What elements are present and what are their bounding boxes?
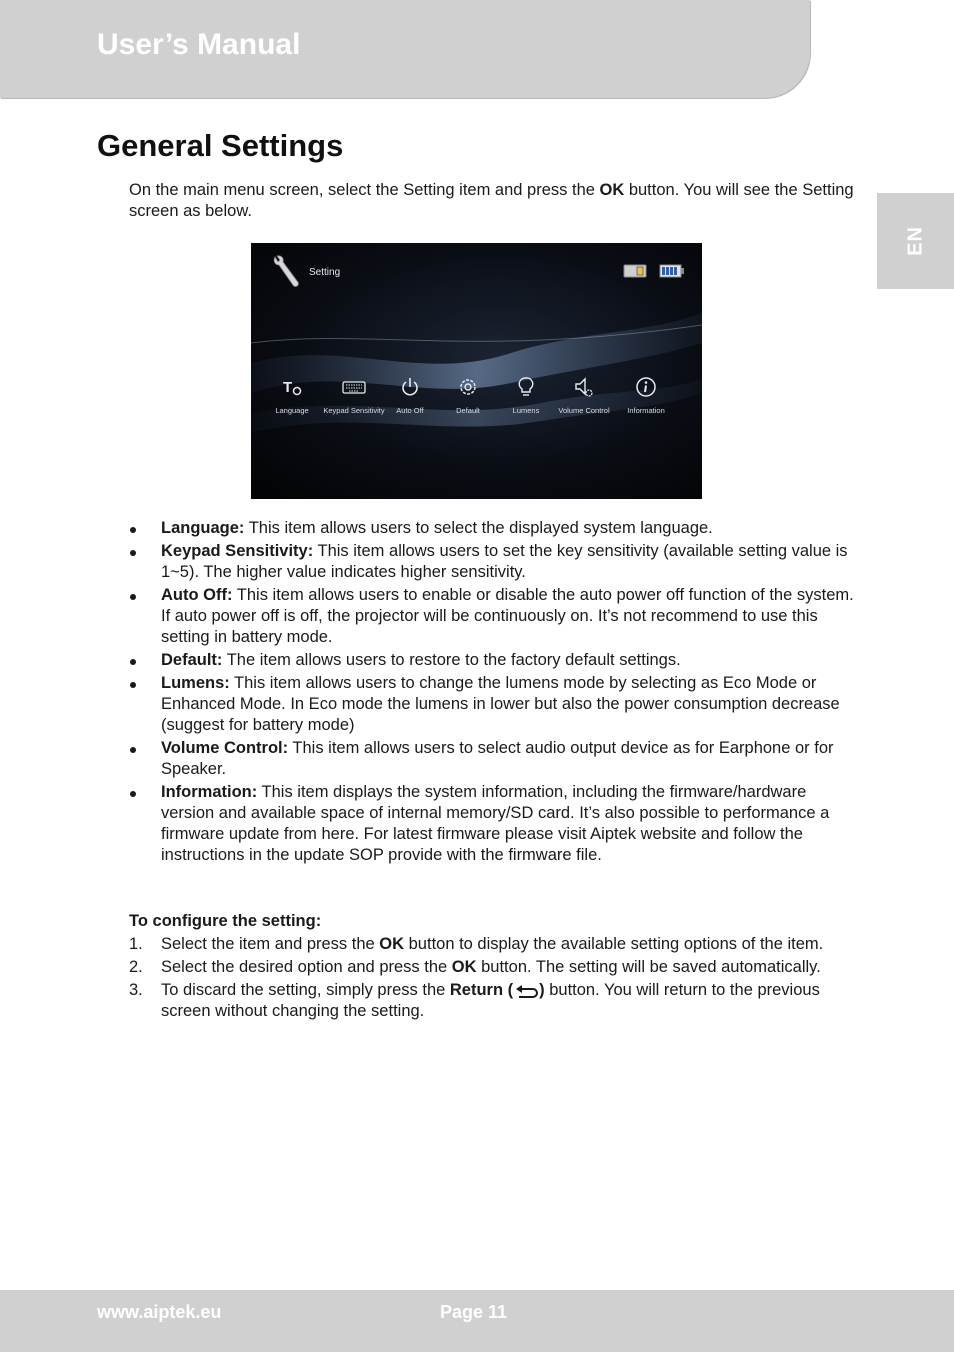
gear-icon: [456, 375, 480, 399]
item-text: This item allows users to enable or disable the auto power off function of the system. If auto power off is off, the projector will be continuously on. It’s not recommend to use this setting in battery mode.: [161, 586, 854, 646]
step-item: [129, 980, 859, 1022]
language-icon: [280, 375, 304, 399]
background-waves: [251, 243, 702, 499]
menu-label-information: Information: [627, 406, 665, 415]
return-icon: [513, 982, 539, 998]
step-text: button. The setting will be saved automatically.: [476, 958, 821, 976]
header-title: User’s Manual: [97, 28, 301, 61]
keypad-icon: [341, 375, 367, 399]
configure-heading: To configure the setting:: [129, 912, 322, 930]
item-text: This item displays the system information, including the firmware/hardware version and available space of internal memory/SD card. It’s also possible to performance a firmware update from here. For latest firmware please visit Aiptek website and follow the instructions in the update SOP provide with the firmware file.: [161, 783, 830, 864]
step-text: button to display the available setting options of the item.: [404, 935, 824, 953]
list-item: [129, 650, 859, 671]
settings-descriptions-list: [129, 518, 859, 868]
menu-item-information[interactable]: [611, 375, 681, 415]
step-text: To discard the setting, simply press the: [161, 981, 450, 999]
list-item: [129, 518, 859, 539]
item-term: Information:: [161, 783, 258, 801]
step-item: [129, 957, 859, 978]
list-item: [129, 673, 859, 736]
list-item: [129, 541, 859, 583]
step-number: 1.: [129, 935, 143, 953]
menu-item-volume-control[interactable]: [549, 375, 619, 415]
item-term: Lumens:: [161, 674, 230, 692]
menu-label-auto-off: Auto Off: [396, 406, 424, 415]
language-tab-label: EN: [904, 226, 926, 256]
menu-label-lumens: Lumens: [512, 406, 540, 415]
step-bold: OK: [451, 958, 477, 976]
item-term: Default:: [161, 651, 223, 669]
device-menu-row: [251, 375, 702, 425]
item-term: Language:: [161, 519, 245, 537]
list-item: [129, 782, 859, 866]
step-number: 3.: [129, 981, 143, 999]
item-text: This item allows users to select the displayed system language.: [244, 519, 713, 537]
page-number: Page 11: [440, 1302, 508, 1322]
step-text: Select the item and press the: [161, 935, 380, 953]
menu-label-keypad-sensitivity: Keypad Sensitivity: [323, 406, 385, 415]
sd-card-icon: [623, 263, 647, 279]
step-bold-close: ): [539, 981, 545, 999]
battery-icon: [659, 263, 685, 279]
wrench-icon: [271, 253, 301, 289]
power-icon: [398, 375, 422, 399]
item-text: The item allows users to restore to the factory default settings.: [222, 651, 681, 669]
step-item: [129, 934, 859, 955]
info-icon: [634, 375, 658, 399]
footer-url: www.aiptek.eu: [97, 1302, 222, 1322]
intro-paragraph: [129, 180, 859, 222]
intro-text-2: button. You will see the Setting screen as below.: [129, 181, 854, 220]
svg-text:T: T: [283, 379, 293, 396]
bulb-icon: [514, 375, 538, 399]
page-title: General Settings: [97, 128, 344, 163]
configure-steps-list: [129, 934, 859, 1024]
item-term: Keypad Sensitivity:: [161, 542, 314, 560]
list-item: [129, 585, 859, 648]
intro-ok: OK: [599, 181, 625, 199]
menu-item-language[interactable]: [257, 375, 327, 415]
step-text: button. You will return to the previous screen without changing the setting.: [161, 981, 820, 1020]
language-tab: [877, 193, 954, 289]
device-screen-title: Setting: [309, 267, 341, 278]
step-bold: OK: [379, 935, 405, 953]
item-term: Volume Control:: [161, 739, 289, 757]
list-item: [129, 738, 859, 780]
menu-label-volume-control: Volume Control: [558, 406, 610, 415]
item-text: This item allows users to select audio output device as for Earphone or for Speaker.: [161, 739, 834, 778]
menu-label-default: Default: [456, 406, 480, 415]
setting-screen-image: [251, 243, 702, 499]
intro-text-1: On the main menu screen, select the Setting item and press the: [129, 181, 600, 199]
item-text: This item allows users to set the key sensitivity (available setting value is 1~5). The higher value indicates higher sensitivity.: [161, 542, 848, 581]
item-term: Auto Off:: [161, 586, 233, 604]
item-text: This item allows users to change the lumens mode by selecting as Eco Mode or Enhanced Mode. In Eco mode the lumens in lower but also the power consumption decrease (suggest for battery mode): [161, 674, 840, 734]
speaker-icon: [572, 375, 596, 399]
step-text: Select the desired option and press the: [161, 958, 452, 976]
menu-label-language: Language: [275, 406, 309, 415]
step-number: 2.: [129, 958, 143, 976]
step-bold: Return (: [449, 981, 514, 999]
